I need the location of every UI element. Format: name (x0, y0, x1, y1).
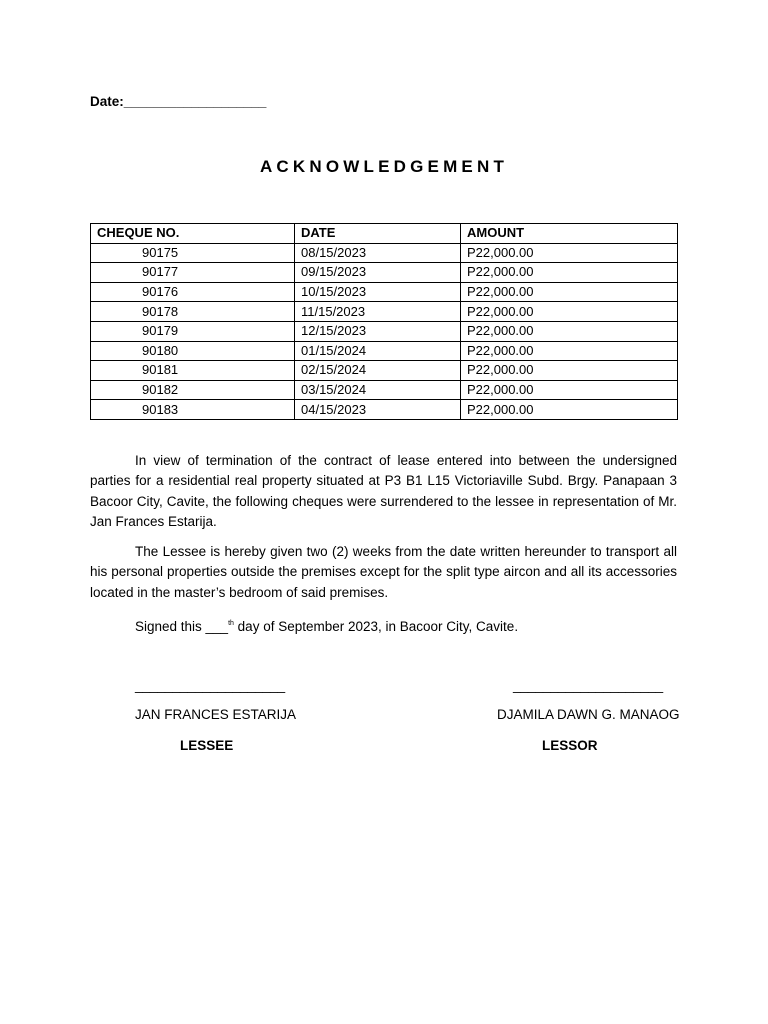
table-row (91, 400, 678, 420)
signed-superscript: th (228, 620, 234, 627)
date-cell: 02/15/2024 (295, 361, 461, 381)
table-row (91, 302, 678, 322)
cheque-no-cell: 90175 (91, 243, 295, 263)
header-amount: AMOUNT (461, 224, 678, 244)
amount-cell: P22,000.00 (461, 302, 678, 322)
table-row (91, 243, 678, 263)
table-row (91, 321, 678, 341)
signed-prefix: Signed this ___ (135, 619, 229, 634)
lessor-role: LESSOR (542, 738, 598, 753)
paragraph-termination (90, 451, 677, 532)
cheque-no-cell: 90182 (91, 380, 295, 400)
lessor-signature-line: ____________________ (513, 678, 664, 693)
table-row (91, 361, 678, 381)
lessor-name: DJAMILA DAWN G. MANAOG (497, 707, 680, 722)
cheque-no-cell: 90181 (91, 361, 295, 381)
amount-cell: P22,000.00 (461, 400, 678, 420)
amount-cell: P22,000.00 (461, 321, 678, 341)
table-row (91, 380, 678, 400)
date-cell: 01/15/2024 (295, 341, 461, 361)
table-row (91, 263, 678, 283)
date-cell: 04/15/2023 (295, 400, 461, 420)
date-cell: 09/15/2023 (295, 263, 461, 283)
paragraph-termination-text: In view of termination of the contract of lease entered into between the undersigned parties for a residential real property situated at P3 B1 L15 Victoriaville Subd. Brgy. Panapaan 3 Bacoor City, Cavite, the following cheques were surrendered to the lessee in representation of Mr. Jan Frances Estarija. (90, 453, 677, 529)
document-title: ACKNOWLEDGEMENT (259, 157, 509, 176)
lessee-signature-line: ____________________ (135, 678, 286, 693)
cheque-no-cell: 90183 (91, 400, 295, 420)
lessee-role: LESSEE (180, 738, 234, 753)
signed-suffix: day of September 2023, in Bacoor City, Cavite. (233, 619, 519, 634)
table-row (91, 282, 678, 302)
amount-cell: P22,000.00 (461, 263, 678, 283)
header-date: DATE (295, 224, 461, 244)
amount-cell: P22,000.00 (461, 341, 678, 361)
amount-cell: P22,000.00 (461, 361, 678, 381)
cheque-no-cell: 90176 (91, 282, 295, 302)
cheque-no-cell: 90177 (91, 263, 295, 283)
date-field: Date:___________________ (90, 94, 267, 109)
amount-cell: P22,000.00 (461, 243, 678, 263)
paragraph-transport-text: The Lessee is hereby given two (2) weeks from the date written hereunder to transport all his personal properties outside the premises except for the split type aircon and all its accessories located in the master’s bedroom of said premises. (90, 544, 677, 600)
date-cell: 12/15/2023 (295, 321, 461, 341)
date-cell: 03/15/2024 (295, 380, 461, 400)
date-cell: 10/15/2023 (295, 282, 461, 302)
paragraph-transport (90, 542, 677, 603)
cheque-no-cell: 90179 (91, 321, 295, 341)
table-header-row (91, 224, 678, 244)
date-cell: 11/15/2023 (295, 302, 461, 322)
date-cell: 08/15/2023 (295, 243, 461, 263)
header-cheque-no: CHEQUE NO. (91, 224, 295, 244)
amount-cell: P22,000.00 (461, 380, 678, 400)
amount-cell: P22,000.00 (461, 282, 678, 302)
cheque-no-cell: 90180 (91, 341, 295, 361)
cheques-table (90, 223, 678, 420)
cheque-no-cell: 90178 (91, 302, 295, 322)
table-row (91, 341, 678, 361)
signed-statement (90, 614, 677, 637)
lessee-name: JAN FRANCES ESTARIJA (135, 707, 297, 722)
